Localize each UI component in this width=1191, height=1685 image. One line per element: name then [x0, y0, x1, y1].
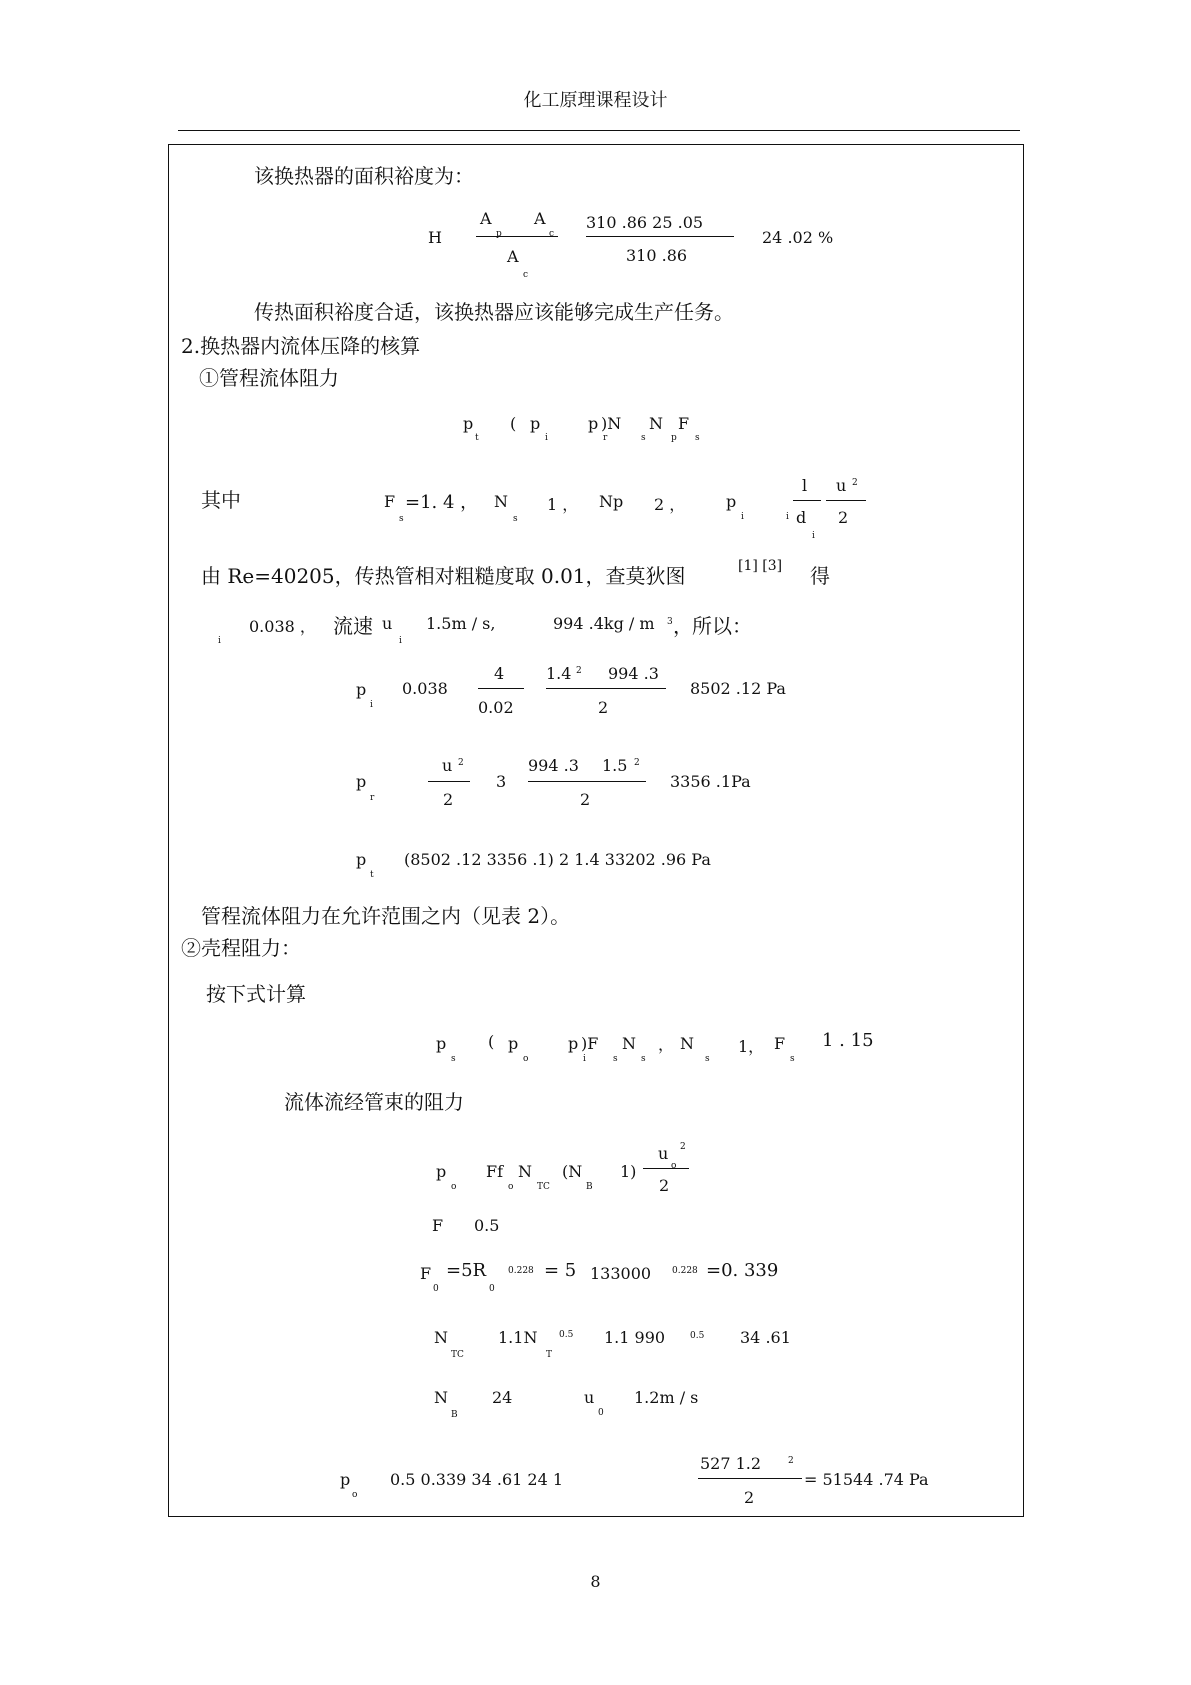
- fraction-bar: [528, 781, 646, 782]
- fraction-bar: [546, 688, 666, 689]
- fraction-bar: [698, 1478, 802, 1479]
- label-where: 其中: [201, 488, 241, 512]
- fraction-bar: [793, 500, 821, 501]
- paragraph-tube-ok: 管程流体阻力在允许范围之内（见表 2）。: [201, 904, 571, 928]
- fraction-bar: [826, 500, 866, 501]
- paragraph-calc-by: 按下式计算: [206, 982, 306, 1006]
- fraction-bar: [586, 236, 734, 237]
- fraction-bar: [428, 781, 470, 782]
- paragraph-area-ok: 传热面积裕度合适，该换热器应该能够完成生产任务。: [254, 300, 734, 324]
- fraction-bar: [476, 236, 558, 237]
- paragraph-area-margin: 该换热器的面积裕度为：: [254, 164, 474, 188]
- subheading-shell-side: ②壳程阻力：: [181, 936, 301, 960]
- fraction-bar: [643, 1168, 689, 1169]
- subheading-tube-side: ①管程流体阻力: [199, 366, 339, 390]
- paragraph-tube-bundle: 流体流经管束的阻力: [284, 1090, 464, 1114]
- section-heading-pressure-drop: 2.换热器内流体压降的核算: [181, 334, 421, 358]
- page-number: 8: [590, 1572, 601, 1591]
- header-rule: [178, 130, 1020, 131]
- page-header: 化工原理课程设计: [523, 90, 668, 111]
- fraction-bar: [478, 688, 524, 689]
